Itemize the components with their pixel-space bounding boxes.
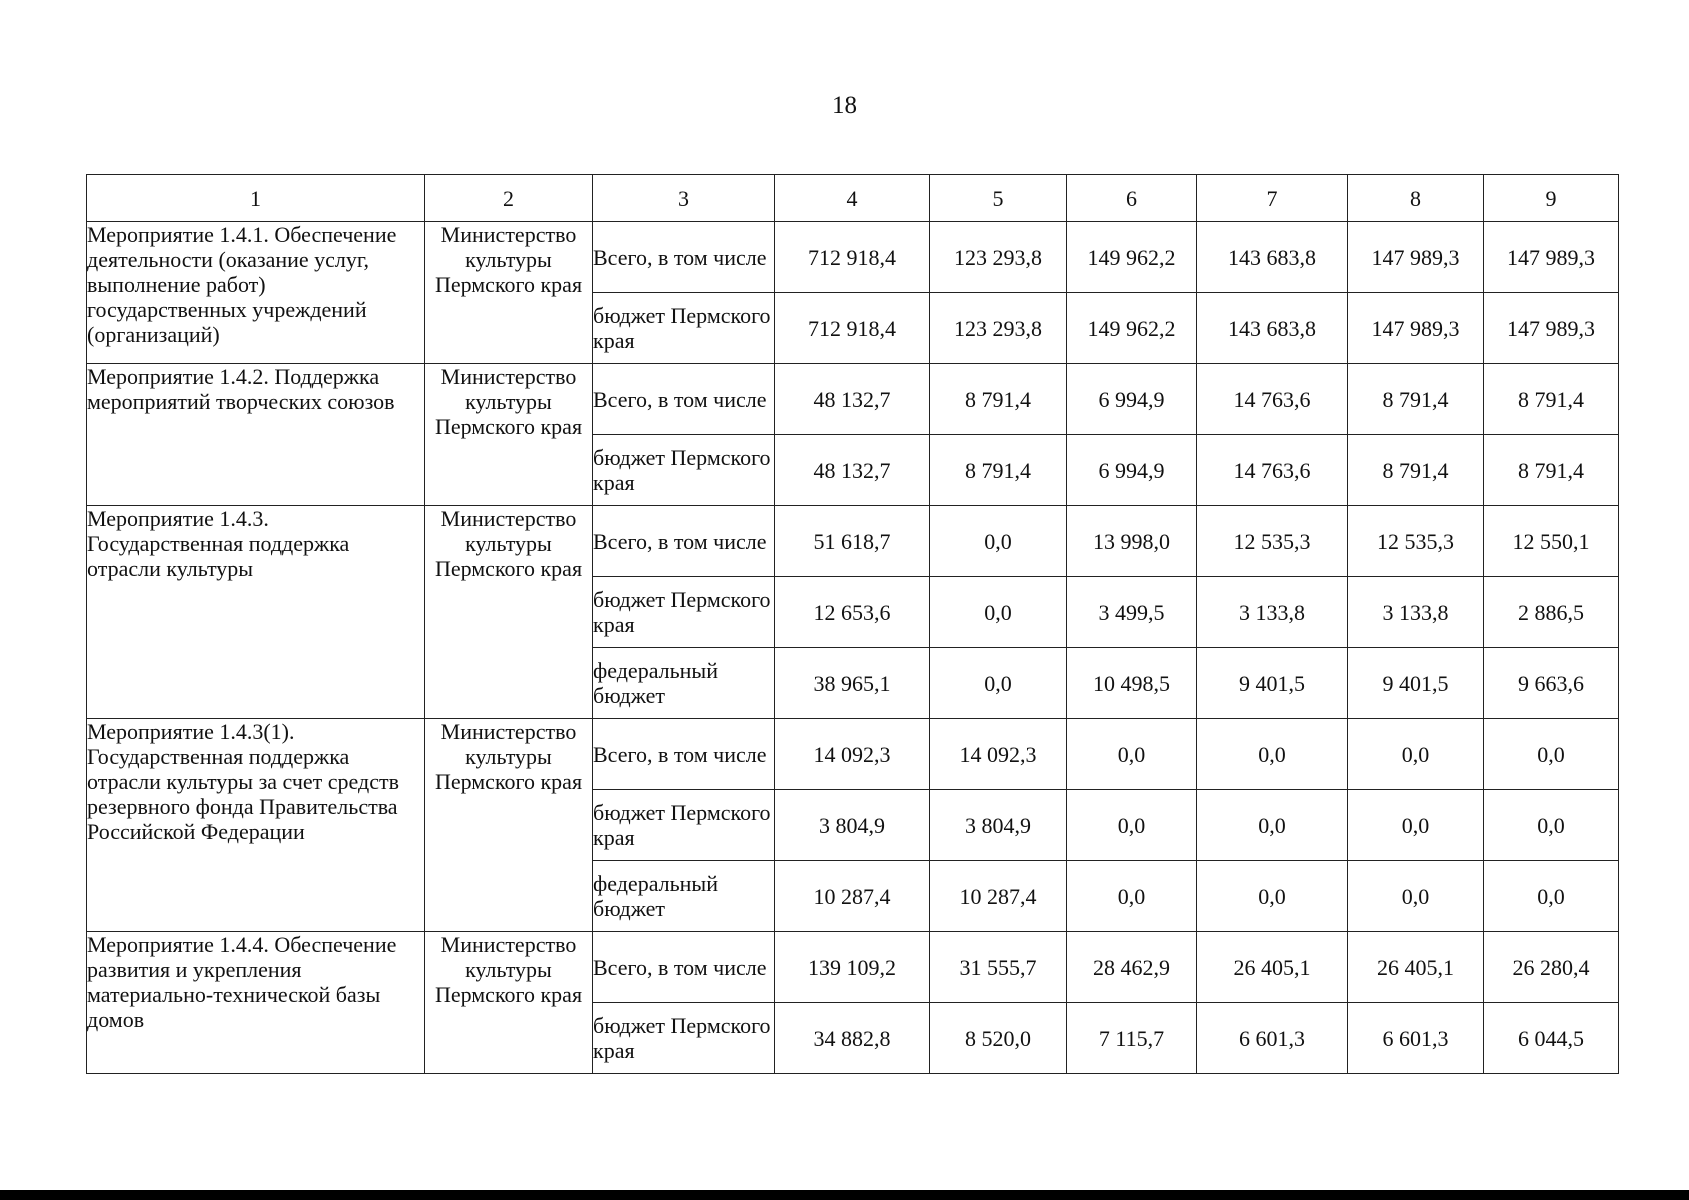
value-cell: 0,0 bbox=[1484, 719, 1619, 790]
value-cell: 31 555,7 bbox=[930, 932, 1067, 1003]
funding-source: бюджет Пермского края bbox=[593, 435, 775, 506]
event-name: Мероприятие 1.4.1. Обеспечение деятельности (оказание услуг, выполнение работ) государственных учреждений (организаций) bbox=[87, 222, 425, 364]
funding-source: Всего, в том числе bbox=[593, 364, 775, 435]
value-cell: 12 550,1 bbox=[1484, 506, 1619, 577]
event-name: Мероприятие 1.4.3. Государственная поддержка отрасли культуры bbox=[87, 506, 425, 719]
value-cell: 26 280,4 bbox=[1484, 932, 1619, 1003]
value-cell: 6 044,5 bbox=[1484, 1003, 1619, 1074]
value-cell: 0,0 bbox=[1197, 790, 1348, 861]
value-cell: 8 791,4 bbox=[930, 435, 1067, 506]
value-cell: 3 804,9 bbox=[930, 790, 1067, 861]
value-cell: 34 882,8 bbox=[775, 1003, 930, 1074]
value-cell: 7 115,7 bbox=[1067, 1003, 1197, 1074]
value-cell: 3 804,9 bbox=[775, 790, 930, 861]
value-cell: 147 989,3 bbox=[1484, 222, 1619, 293]
event-name: Мероприятие 1.4.3(1). Государственная поддержка отрасли культуры за счет средств резервного фонда Правительства Российской Федерации bbox=[87, 719, 425, 932]
funding-source: Всего, в том числе bbox=[593, 932, 775, 1003]
value-cell: 14 092,3 bbox=[930, 719, 1067, 790]
column-header: 5 bbox=[930, 175, 1067, 222]
column-header: 2 bbox=[425, 175, 593, 222]
table-row bbox=[87, 222, 1619, 293]
value-cell: 712 918,4 bbox=[775, 222, 930, 293]
executor-name: Министерство культуры Пермского края bbox=[425, 364, 593, 506]
column-header: 4 bbox=[775, 175, 930, 222]
value-cell: 712 918,4 bbox=[775, 293, 930, 364]
value-cell: 14 763,6 bbox=[1197, 435, 1348, 506]
value-cell: 12 653,6 bbox=[775, 577, 930, 648]
value-cell: 6 994,9 bbox=[1067, 364, 1197, 435]
column-header: 6 bbox=[1067, 175, 1197, 222]
funding-source: бюджет Пермского края bbox=[593, 293, 775, 364]
page-number: 18 bbox=[832, 92, 857, 119]
header-row bbox=[87, 175, 1619, 222]
value-cell: 143 683,8 bbox=[1197, 293, 1348, 364]
scan-bottom-edge bbox=[0, 1190, 1689, 1200]
value-cell: 8 791,4 bbox=[1348, 435, 1484, 506]
value-cell: 0,0 bbox=[1484, 790, 1619, 861]
budget-table bbox=[86, 174, 1619, 1074]
value-cell: 6 994,9 bbox=[1067, 435, 1197, 506]
value-cell: 149 962,2 bbox=[1067, 222, 1197, 293]
value-cell: 123 293,8 bbox=[930, 222, 1067, 293]
value-cell: 26 405,1 bbox=[1348, 932, 1484, 1003]
funding-source: федеральный бюджет bbox=[593, 861, 775, 932]
table-row bbox=[87, 364, 1619, 435]
value-cell: 8 791,4 bbox=[1348, 364, 1484, 435]
event-name: Мероприятие 1.4.4. Обеспечение развития и укрепления материально-технической базы домов bbox=[87, 932, 425, 1074]
value-cell: 28 462,9 bbox=[1067, 932, 1197, 1003]
value-cell: 0,0 bbox=[1348, 719, 1484, 790]
value-cell: 0,0 bbox=[930, 648, 1067, 719]
value-cell: 6 601,3 bbox=[1348, 1003, 1484, 1074]
value-cell: 139 109,2 bbox=[775, 932, 930, 1003]
column-header: 3 bbox=[593, 175, 775, 222]
value-cell: 9 401,5 bbox=[1197, 648, 1348, 719]
value-cell: 0,0 bbox=[1197, 719, 1348, 790]
column-header: 8 bbox=[1348, 175, 1484, 222]
value-cell: 0,0 bbox=[1197, 861, 1348, 932]
value-cell: 14 092,3 bbox=[775, 719, 930, 790]
funding-source: бюджет Пермского края bbox=[593, 790, 775, 861]
value-cell: 12 535,3 bbox=[1348, 506, 1484, 577]
value-cell: 0,0 bbox=[1067, 790, 1197, 861]
funding-source: Всего, в том числе bbox=[593, 719, 775, 790]
executor-name: Министерство культуры Пермского края bbox=[425, 719, 593, 932]
value-cell: 123 293,8 bbox=[930, 293, 1067, 364]
value-cell: 6 601,3 bbox=[1197, 1003, 1348, 1074]
table-row bbox=[87, 506, 1619, 577]
value-cell: 0,0 bbox=[1348, 861, 1484, 932]
value-cell: 8 520,0 bbox=[930, 1003, 1067, 1074]
value-cell: 14 763,6 bbox=[1197, 364, 1348, 435]
value-cell: 38 965,1 bbox=[775, 648, 930, 719]
funding-source: бюджет Пермского края bbox=[593, 1003, 775, 1074]
value-cell: 3 133,8 bbox=[1197, 577, 1348, 648]
value-cell: 143 683,8 bbox=[1197, 222, 1348, 293]
value-cell: 8 791,4 bbox=[1484, 435, 1619, 506]
funding-source: бюджет Пермского края bbox=[593, 577, 775, 648]
executor-name: Министерство культуры Пермского края bbox=[425, 932, 593, 1074]
column-header: 7 bbox=[1197, 175, 1348, 222]
value-cell: 3 133,8 bbox=[1348, 577, 1484, 648]
value-cell: 10 498,5 bbox=[1067, 648, 1197, 719]
value-cell: 9 663,6 bbox=[1484, 648, 1619, 719]
value-cell: 2 886,5 bbox=[1484, 577, 1619, 648]
value-cell: 149 962,2 bbox=[1067, 293, 1197, 364]
executor-name: Министерство культуры Пермского края bbox=[425, 222, 593, 364]
event-name: Мероприятие 1.4.2. Поддержка мероприятий творческих союзов bbox=[87, 364, 425, 506]
funding-source: Всего, в том числе bbox=[593, 222, 775, 293]
value-cell: 0,0 bbox=[930, 577, 1067, 648]
value-cell: 13 998,0 bbox=[1067, 506, 1197, 577]
value-cell: 0,0 bbox=[930, 506, 1067, 577]
value-cell: 147 989,3 bbox=[1348, 222, 1484, 293]
table-row bbox=[87, 932, 1619, 1003]
value-cell: 26 405,1 bbox=[1197, 932, 1348, 1003]
value-cell: 147 989,3 bbox=[1348, 293, 1484, 364]
value-cell: 10 287,4 bbox=[775, 861, 930, 932]
value-cell: 51 618,7 bbox=[775, 506, 930, 577]
column-header: 9 bbox=[1484, 175, 1619, 222]
value-cell: 8 791,4 bbox=[930, 364, 1067, 435]
value-cell: 0,0 bbox=[1484, 861, 1619, 932]
value-cell: 147 989,3 bbox=[1484, 293, 1619, 364]
value-cell: 8 791,4 bbox=[1484, 364, 1619, 435]
value-cell: 0,0 bbox=[1067, 719, 1197, 790]
value-cell: 0,0 bbox=[1067, 861, 1197, 932]
funding-source: Всего, в том числе bbox=[593, 506, 775, 577]
funding-source: федеральный бюджет bbox=[593, 648, 775, 719]
value-cell: 0,0 bbox=[1348, 790, 1484, 861]
column-header: 1 bbox=[87, 175, 425, 222]
executor-name: Министерство культуры Пермского края bbox=[425, 506, 593, 719]
value-cell: 9 401,5 bbox=[1348, 648, 1484, 719]
value-cell: 48 132,7 bbox=[775, 364, 930, 435]
value-cell: 12 535,3 bbox=[1197, 506, 1348, 577]
value-cell: 48 132,7 bbox=[775, 435, 930, 506]
value-cell: 3 499,5 bbox=[1067, 577, 1197, 648]
table-row bbox=[87, 719, 1619, 790]
value-cell: 10 287,4 bbox=[930, 861, 1067, 932]
